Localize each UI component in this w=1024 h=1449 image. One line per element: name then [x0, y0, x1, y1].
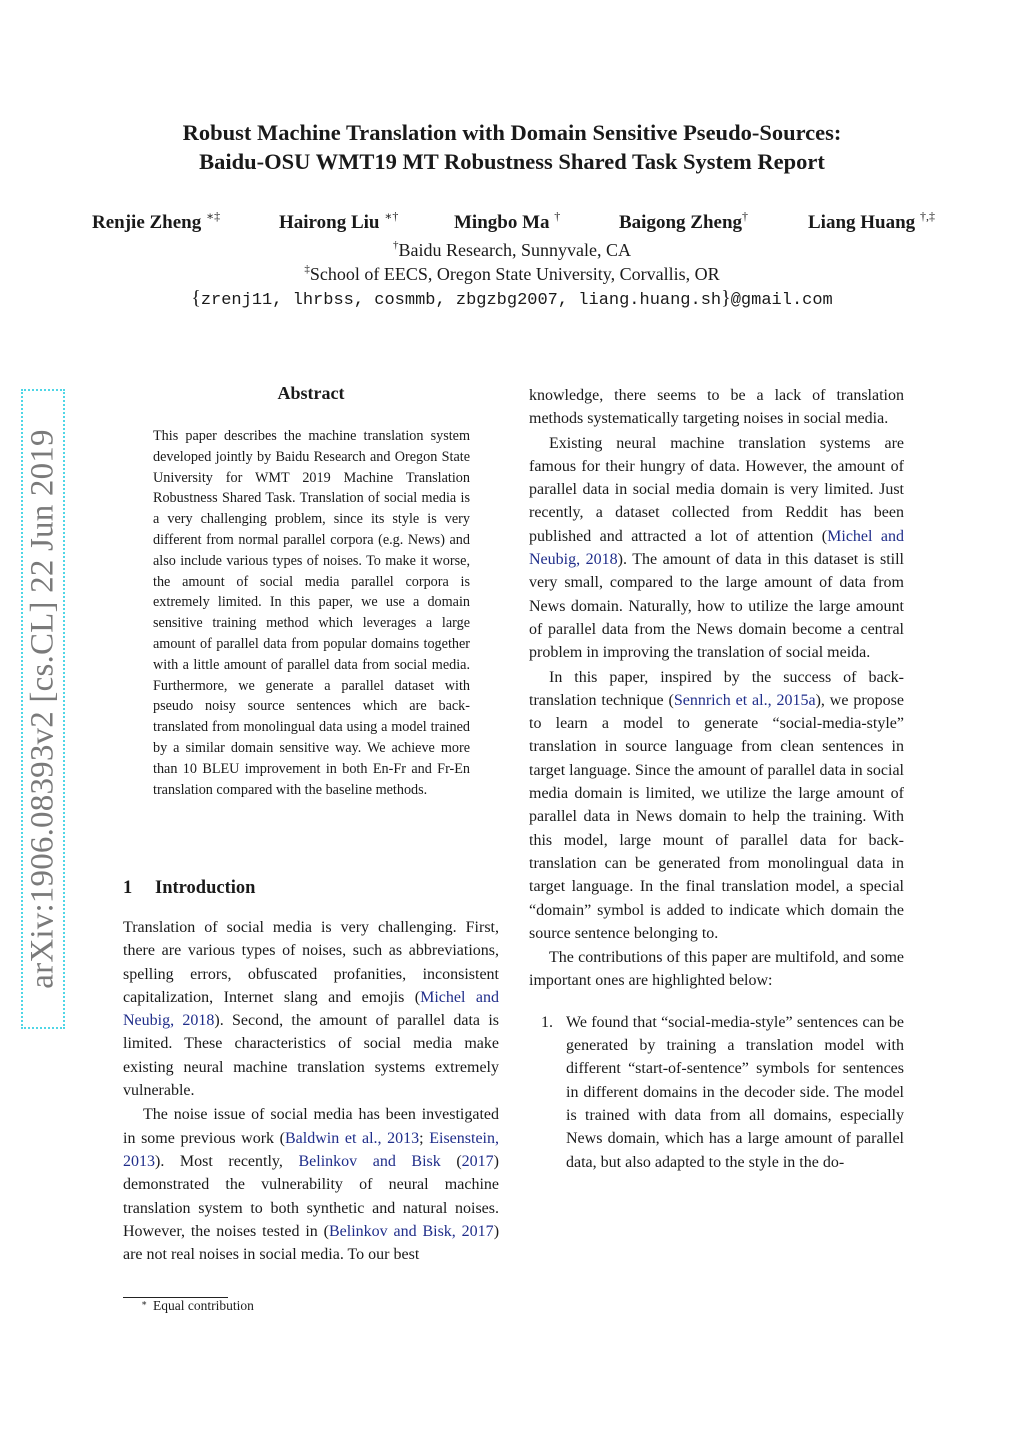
title-line-1: Robust Machine Translation with Domain Sensitive Pseudo-Sources:	[182, 120, 842, 145]
intro-paragraph-1: Translation of social media is very challenging. First, there are various types of noises, such as abbreviations, spelling errors, obfuscated profanities, inconsistent capitalization, Internet slang and emojis (Michel and Neubig, 2018). Second, the amount of parallel data is limited. These characteristics of social media make existing neural machine translation systems extremely vulnerable.	[123, 919, 500, 1100]
citation-link[interactable]: Michel and Neubig, 2018	[529, 527, 905, 569]
right-paragraph-3: The contributions of this paper are multifold, and some important ones are highlighted below:	[529, 949, 904, 990]
author-4: Baigong Zheng†	[619, 209, 749, 233]
citation-link[interactable]: Eisenstein, 2013	[123, 1129, 499, 1170]
footnote: ∗ Equal contribution	[141, 1298, 254, 1313]
right-paragraph-2: In this paper, inspired by the success of back-translation technique (Sennrich et al., 2015a), we propose to learn a model to generate “social-media-style” translation in source language from clean sentences in target language. Since the amount of parallel data in social media domain is limited, we utilize the large amount of parallel data in News domain to help the training. With this model, large mount of parallel data for back-translation can be generated from monolingual data in target language. In the final translation model, a special “domain” symbol is added to indicate which domain the source sentence belonging to.	[529, 668, 905, 942]
author-emails: {zrenj11, lhrbss, cosmmb, zbgzbg2007, liang.huang.sh}@gmail.com	[191, 287, 833, 310]
author-3: Mingbo Ma †	[454, 209, 561, 233]
arxiv-stamp[interactable]	[21, 389, 65, 1029]
abstract-body: This paper describes the machine translation system developed jointly by Baidu Research and Oregon State University for WMT 2019 Machine Translation Robustness Shared Task. Translation of social media is a very challenging problem, since its style is very different from normal parallel corpora (e.g. News) and also include various types of noises. To make it worse, the amount of social media parallel corpora is extremely limited. In this paper, we use a domain sensitive training method which leverages a large amount of parallel data from popular domains together with a little amount of parallel data from social media. Furthermore, we generate a parallel dataset with pseudo noisy source sentences which are back-translated from monolingual data using a model trained by a similar domain sensitive way. We achieve more than 10 BLEU improvement in both En-Fr and Fr-En translation compared with the baseline methods.	[153, 428, 470, 798]
citation-link[interactable]: Baldwin et al., 2013	[285, 1129, 420, 1147]
abstract-heading: Abstract	[277, 383, 345, 403]
arxiv-stamp-text: arXiv:1906.08393v2 [cs.CL] 22 Jun 2019	[24, 429, 61, 989]
author-list	[70, 209, 960, 240]
author-2: Hairong Liu ∗†	[279, 209, 399, 233]
list-number: 1.	[541, 1013, 553, 1031]
right-column	[529, 384, 904, 1174]
author-1: Renjie Zheng ∗‡	[92, 209, 221, 233]
right-paragraph-0: knowledge, there seems to be a lack of translation methods systematically targeting noises in social media.	[529, 387, 904, 428]
section-heading-introduction: 1 Introduction	[123, 878, 256, 898]
author-5: Liang Huang †,‡	[808, 209, 935, 233]
citation-link[interactable]: Michel and Neubig, 2018	[123, 988, 500, 1030]
affiliation-2: ‡School of EECS, Oregon State University, Corvallis, OR	[304, 263, 720, 284]
title-line-2: Baidu-OSU WMT19 MT Robustness Shared Task System Report	[199, 149, 825, 174]
citation-link[interactable]: Belinkov and Bisk, 2017	[328, 1222, 494, 1240]
left-column	[123, 916, 499, 1266]
citation-link[interactable]: Belinkov and Bisk	[298, 1152, 441, 1170]
paper-title	[0, 118, 1024, 176]
right-paragraph-1: Existing neural machine translation systems are famous for their hungry of data. However, the amount of parallel data in social media domain is very limited. Just recently, a dataset collected from Reddit has been published and attracted a lot of attention (Michel and Neubig, 2018). The amount of data in this dataset is still very small, compared to the large amount of data from News domain. Naturally, how to utilize the large amount of parallel data from the News domain become a central problem in improving the translation of social meida.	[529, 434, 905, 662]
intro-paragraph-2: The noise issue of social media has been investigated in some previous work (Baldwin et al., 2013; Eisenstein, 2013). Most recently, Belinkov and Bisk (2017) demonstrated the vulnerability of neural machine translation system to both synthetic and natural noises. However, the noises tested in (Belinkov and Bisk, 2017) are not real noises in social media. To our best	[123, 1106, 500, 1264]
contributions-list	[529, 1011, 904, 1174]
citation-link[interactable]: 2017	[461, 1152, 494, 1170]
list-item: We found that “social-media-style” sentences can be generated by training a translation model with different “start-of-sentence” symbols for sentences in different domains in the decoder side. The model is trained with data from all domains, especially News domain, which has a large amount of parallel data, but also adapted to the style in the do-	[566, 1013, 904, 1171]
citation-link[interactable]: Sennrich et al., 2015a	[673, 691, 816, 709]
affiliation-1: †Baidu Research, Sunnyvale, CA	[393, 239, 631, 260]
